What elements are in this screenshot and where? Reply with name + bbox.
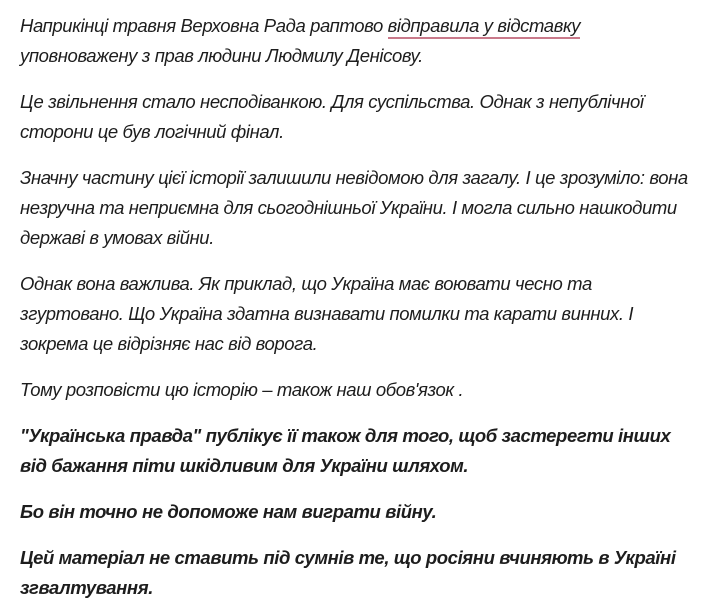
paragraph-emphasis-disclaimer: Цей матеріал не ставить під сумнів те, що росіяни вчиняють в Україні згвалтування. [20, 547, 676, 598]
paragraph-story-unknown: Значну частину цієї історії залишили невідомою для загалу. І це зрозуміло: вона незручна та неприємна для сьогоднішньої України. І могла сильно нашкодити державі в умовах війни. [20, 167, 688, 248]
paragraph-text: уповноважену з прав людини Людмилу Денісову. [20, 45, 423, 66]
paragraph-intro [20, 11, 697, 71]
paragraph-story-important: Однак вона важлива. Як приклад, що Україна має воювати чесно та згуртовано. Що Україна здатна визнавати помилки та карати винних. І зокрема це відрізняє нас від ворога. [20, 273, 634, 354]
paragraph-emphasis-publication: "Українська правда" публікує її також для того, щоб застерегти інших від бажання піти шкідливим для України шляхом. [20, 425, 671, 476]
paragraph-dismissal-surprise: Це звільнення стало несподіванкою. Для суспільства. Однак з непублічної сторони це був логічний фінал. [20, 91, 644, 142]
paragraph-text: Наприкінці травня Верховна Рада раптово [20, 15, 388, 36]
paragraph-duty: Тому розповісти цю історію – також наш обов'язок . [20, 379, 464, 400]
resignation-link[interactable]: відправила у відставку [388, 15, 581, 39]
paragraph-emphasis-war: Бо він точно не допоможе нам виграти війну. [20, 501, 437, 522]
